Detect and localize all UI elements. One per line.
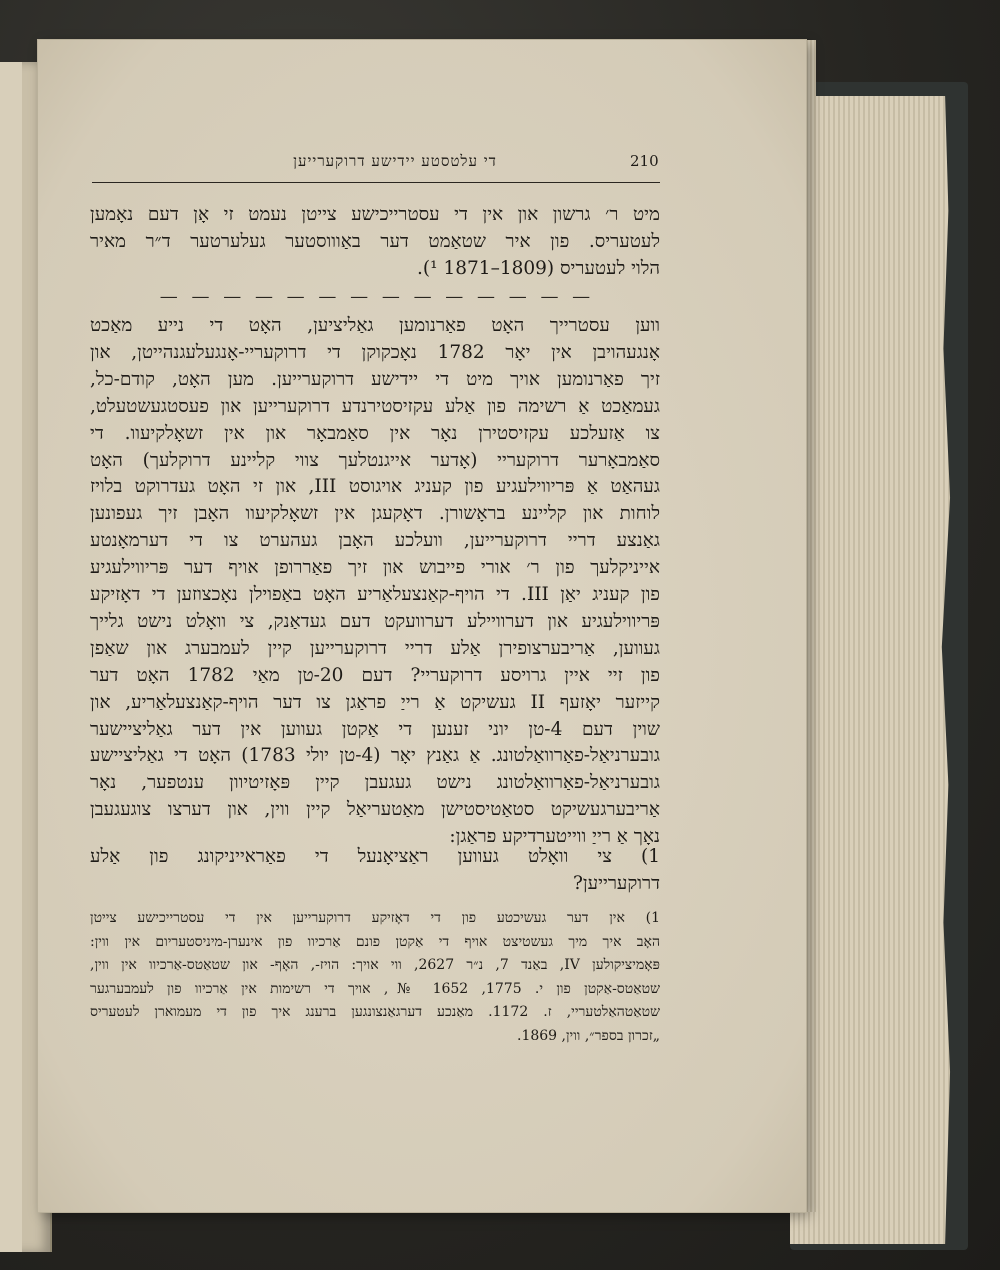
body-line: פון זיי איין גרויסע דרוקעריי? דעם 20-טן מאַי 1782 האָט דער	[90, 664, 660, 686]
body-line: ווען עסטרייך האָט פאַרנומען גאַליציען, האָט די נייע מאַכט	[90, 315, 660, 336]
intro-line: לעטעריס. פון איר שטאַמט דער באַוווסטער געלערטער ד״ר מאיר	[90, 231, 660, 252]
body-line: שוין דעם 4-טן יוני זענען די אַקטן געווען אין דער גאַליציישער	[90, 718, 660, 740]
body-line: צו אַזעלכע עקזיסטירן נאָר אין סאַמבאָר און אין זשאָלקיעוו. די	[90, 422, 660, 444]
intro-line: מיט ר׳ גרשון און אין די עסטרייכישע צייטן נעמט זי אָן דעם נאָמען	[90, 204, 660, 225]
body-line: סאַמבאָרער דרוקעריי (אָדער אייגנטלעך צווי קליינע דרוקלעך) האָט	[90, 449, 660, 471]
footnote-line: שטאַטס-אַקטן פון י. 1775, 1652 №, אויך די רשימות אין אַרכיוו פון לעמבערגער	[90, 980, 660, 997]
running-title: די עלטסטע יידישע דרוקערייען	[293, 152, 497, 170]
body-line: זיך פאַרנומען אויך מיט די יידישע דרוקערייען. מען האָט, קודם-כל,	[90, 368, 660, 390]
footnote-line: 1) אין דער געשיכטע פון די דאָזיקע דרוקערייען אין די עסטרייכישע צייטן	[90, 910, 660, 926]
body-line: גובערניאַל-פאַרוואַלטונג נישט געגעבן קיין פּאָזיטיוון ענטפער, נאָר	[90, 772, 660, 794]
body-line: געווען, אַריבערצופירן אַלע דריי דרוקערייען קיין לעמבערג און שאַפן	[90, 637, 660, 659]
question-line: דרוקערייען?	[573, 873, 660, 894]
body-line: אַריבערגעשיקט סטאַטיסטישן מאַטעריאַל קיין ווין, און דערצו צוגעגעבן	[90, 799, 660, 821]
body-line: געמאַכט אַ רשימה פון אַלע עקזיסטירנדע דרוקערייען און פעסטגעשטעלט,	[90, 395, 660, 417]
body-line: אָנגעהויבן אין יאָר 1782 נאָכקוקן די דרוקעריי-אָנגעלעגנהייטן, און	[90, 341, 660, 363]
left-page-edge	[0, 62, 22, 1252]
footnote-line: שטאַטהאַלטעריי, ז. 1172. מאַנכע דערגאַנצונגען ברענג איך פון די מעמוארן לעטעריס	[90, 1004, 661, 1020]
body-line: נאָך אַ רייַ ווייטערדיקע פראַגן:	[449, 826, 660, 848]
footnote-line: פּאָמיציקולען IV, באַנד 7, נ״ר 2627, ווי אויך: הויז-, האָף- און שטאַטס-אַרכיוו אין ווין,	[90, 957, 660, 973]
body-line: פון קעניג יאַן III. די הויף-קאַנצעלאַריע האָט באַפוילן נאָכצוזען די דאָזיקע	[90, 584, 660, 605]
separator-dashes: — — — — — — — — — — — — — —	[159, 286, 595, 307]
footnote-line: האָב איך מיך געשטיצט אויף די אַקטן פונם אַרכיוו פון אינערן-מיניסטעריום אין ווין:	[90, 933, 660, 950]
body-line: לוחות און קליינע בראָשורן. דאָקעגן אין זשאָלקיעוו האָבן זיך געפונען	[90, 503, 660, 525]
footnote-line: „זכרון בספר״, ווין, 1869.	[516, 1027, 660, 1044]
body-line: געהאַט אַ פּריווילעגיע פון קעניג אויגוסט III, און זי האָט געדרוקט בלויז	[90, 476, 660, 498]
body-line: קייזער יאָזעף II געשיקט אַ רייַ פראַגן צו דער הויף-קאַנצעלאַריע, און	[90, 691, 660, 713]
question-line: 1) צי וואָלט געווען ראַציאָנעל די פאַראייניקונג פון אַלע	[90, 846, 660, 867]
page-number: 210	[630, 152, 659, 170]
header-rule	[92, 182, 660, 183]
body-line: גאַנצע דריי דרוקערייען, וועלכע האָבן געהערט צו די דערמאָנטע	[90, 530, 660, 552]
intro-line: הלוי לעטעריס (1809–1871 ¹).	[417, 258, 660, 279]
body-line: אייניקלעך פון ר׳ אורי פייבוש און זיך פאַררופן אויף דער פּריווילעגיע	[90, 557, 660, 579]
body-line: גובערניאַל-פאַרוואַלטונג. אַ גאַנץ יאָר (4-טן יולי 1783) האָט די גאַליציישע	[90, 745, 660, 767]
body-line: פּריווילעגיע און דערוויילע דערוועקט דעם געדאַנק, צי וואָלט נישט גלייך	[90, 610, 660, 632]
